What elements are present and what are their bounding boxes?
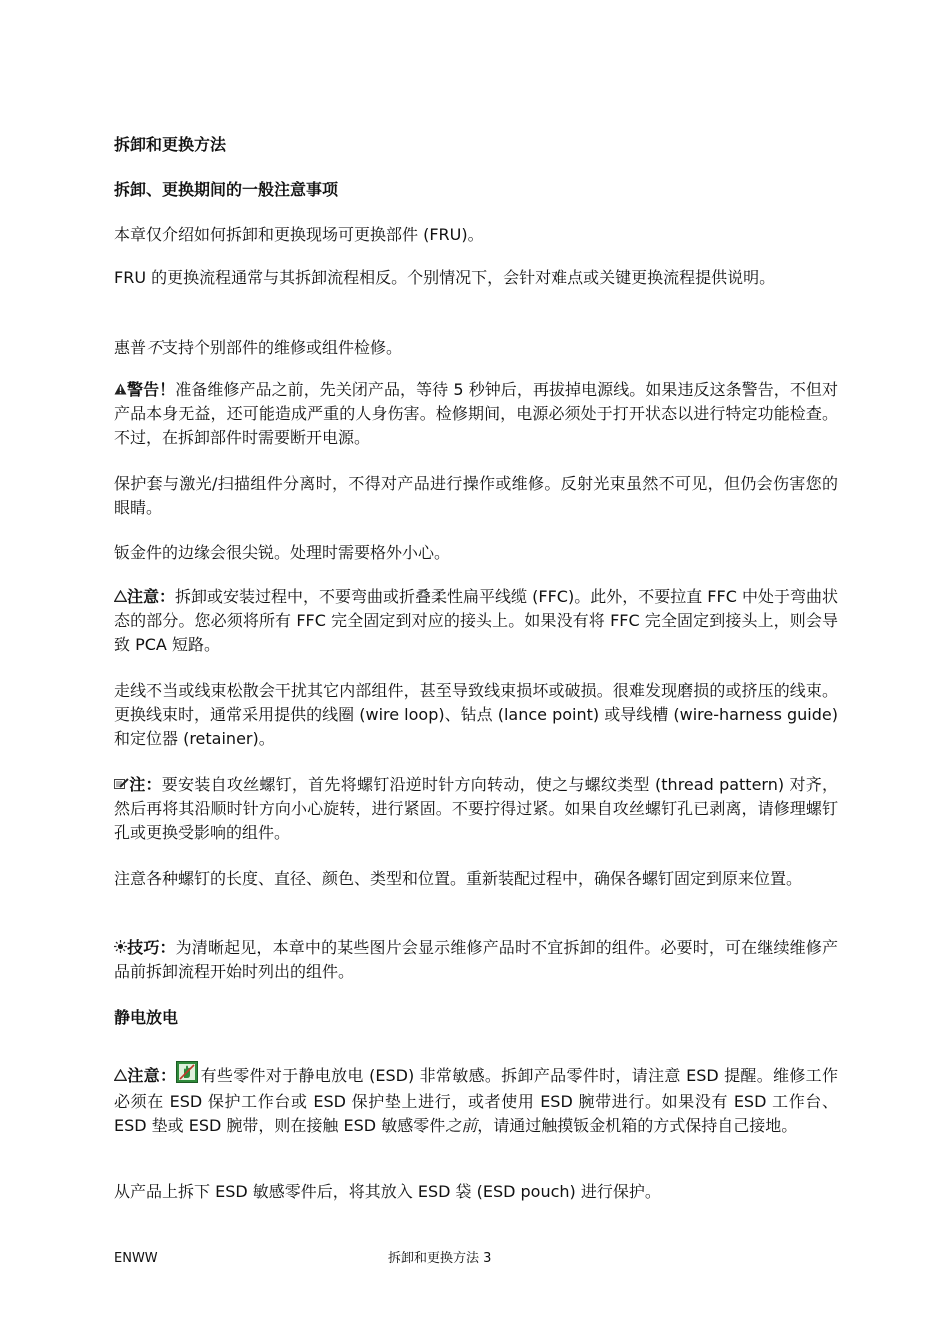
- warning-block: [114, 378, 838, 450]
- emphasis-before: 之前: [445, 1116, 478, 1135]
- caution-label: 注意：: [127, 587, 176, 606]
- paragraph-screws: 注意各种螺钉的长度、直径、颜色、类型和位置。重新装配过程中，确保各螺钉固定到原来位置。: [114, 869, 803, 888]
- chapter-heading: 拆卸和更换方法: [114, 135, 227, 154]
- note-label: 注：: [129, 775, 162, 794]
- paragraph-wire-harness: 走线不当或线束松散会干扰其它内部组件，甚至导致线束损坏或破损。很难发现磨损的或挤压的线束。更换线束时，通常采用提供的线圈 (wire loop)、钻点 (lance point) 或导线槽 (wire-harness guide) 和定位器 (retainer)。: [114, 681, 838, 748]
- esd-hand-icon: [176, 1061, 198, 1090]
- caution-text: 拆卸或安装过程中，不要弯曲或折叠柔性扁平线缆 (FFC)。此外，不要拉直 FFC 中处于弯曲状态的部分。您必须将所有 FFC 完全固定到对应的接头上。如果没有将 FFC 完全固定到接头上，则会导致 PCA 短路。: [114, 587, 838, 654]
- section-heading-esd: 静电放电: [114, 1008, 179, 1027]
- caution-triangle-icon: [114, 585, 127, 609]
- caution-triangle-icon: [114, 1064, 127, 1088]
- footer-page-label: 拆卸和更换方法 3: [388, 1251, 492, 1266]
- note-pencil-icon: [114, 773, 129, 797]
- caution-esd-text-b: ，请通过触摸钣金机箱的方式保持自己接地。: [477, 1116, 798, 1135]
- note-block: [114, 773, 838, 845]
- section-heading-general: 拆卸、更换期间的一般注意事项: [114, 180, 339, 199]
- paragraph-support: 惠普不支持个别部件的维修或组件检修。: [114, 338, 403, 357]
- warning-text: 准备维修产品之前，先关闭产品，等待 5 秒钟后，再拔掉电源线。如果违反这条警告，不但对产品本身无益，还可能造成严重的人身伤害。检修期间，电源必须处于打开状态以进行特定功能检查。不过，在拆卸部件时需要断开电源。: [114, 380, 838, 447]
- paragraph-intro: 本章仅介绍如何拆卸和更换现场可更换部件 (FRU)。: [114, 225, 484, 244]
- paragraph-sheet-metal: 钣金件的边缘会很尖锐。处理时需要格外小心。: [114, 543, 451, 562]
- footer-left: ENWW: [114, 1251, 158, 1266]
- tip-sun-icon: [114, 936, 127, 960]
- caution-ffc-block: [114, 585, 838, 657]
- note-text: 要安装自攻丝螺钉，首先将螺钉沿逆时针方向转动，使之与螺纹类型 (thread pattern) 对齐，然后再将其沿顺时针方向小心旋转，进行紧固。不要拧得过紧。如果自攻丝螺钉孔已剥离，请修理螺钉孔或更换受影响的组件。: [114, 775, 838, 842]
- caution-esd-block: [114, 1061, 838, 1138]
- tip-label: 技巧：: [127, 938, 176, 957]
- warning-triangle-icon: [114, 378, 127, 402]
- paragraph-esd-pouch: 从产品上拆下 ESD 敏感零件后，将其放入 ESD 袋 (ESD pouch) 进行保护。: [114, 1182, 661, 1201]
- emphasis-not: 不: [146, 338, 163, 357]
- paragraph-laser: 保护套与激光/扫描组件分离时，不得对产品进行操作或维修。反射光束虽然不可见，但仍会伤害您的眼睛。: [114, 474, 838, 517]
- warning-label: 警告！: [127, 380, 176, 399]
- caution-label: 注意：: [127, 1066, 177, 1085]
- caution-esd-text-a: 有些零件对于静电放电 (ESD) 非常敏感。拆卸产品零件时，请注意 ESD 提醒。维修工作必须在 ESD 保护工作台或 ESD 保护垫上进行，或者使用 ESD 腕带进行。如果没有 ESD 工作台、ESD 垫或 ESD 腕带，则在接触 ESD 敏感零件: [114, 1066, 838, 1135]
- tip-text: 为清晰起见，本章中的某些图片会显示维修产品时不宜拆卸的组件。必要时，可在继续维修产品前拆卸流程开始时列出的组件。: [114, 938, 838, 981]
- paragraph-replacement: FRU 的更换流程通常与其拆卸流程相反。个别情况下，会针对难点或关键更换流程提供说明。: [114, 268, 776, 287]
- tip-block: [114, 936, 838, 984]
